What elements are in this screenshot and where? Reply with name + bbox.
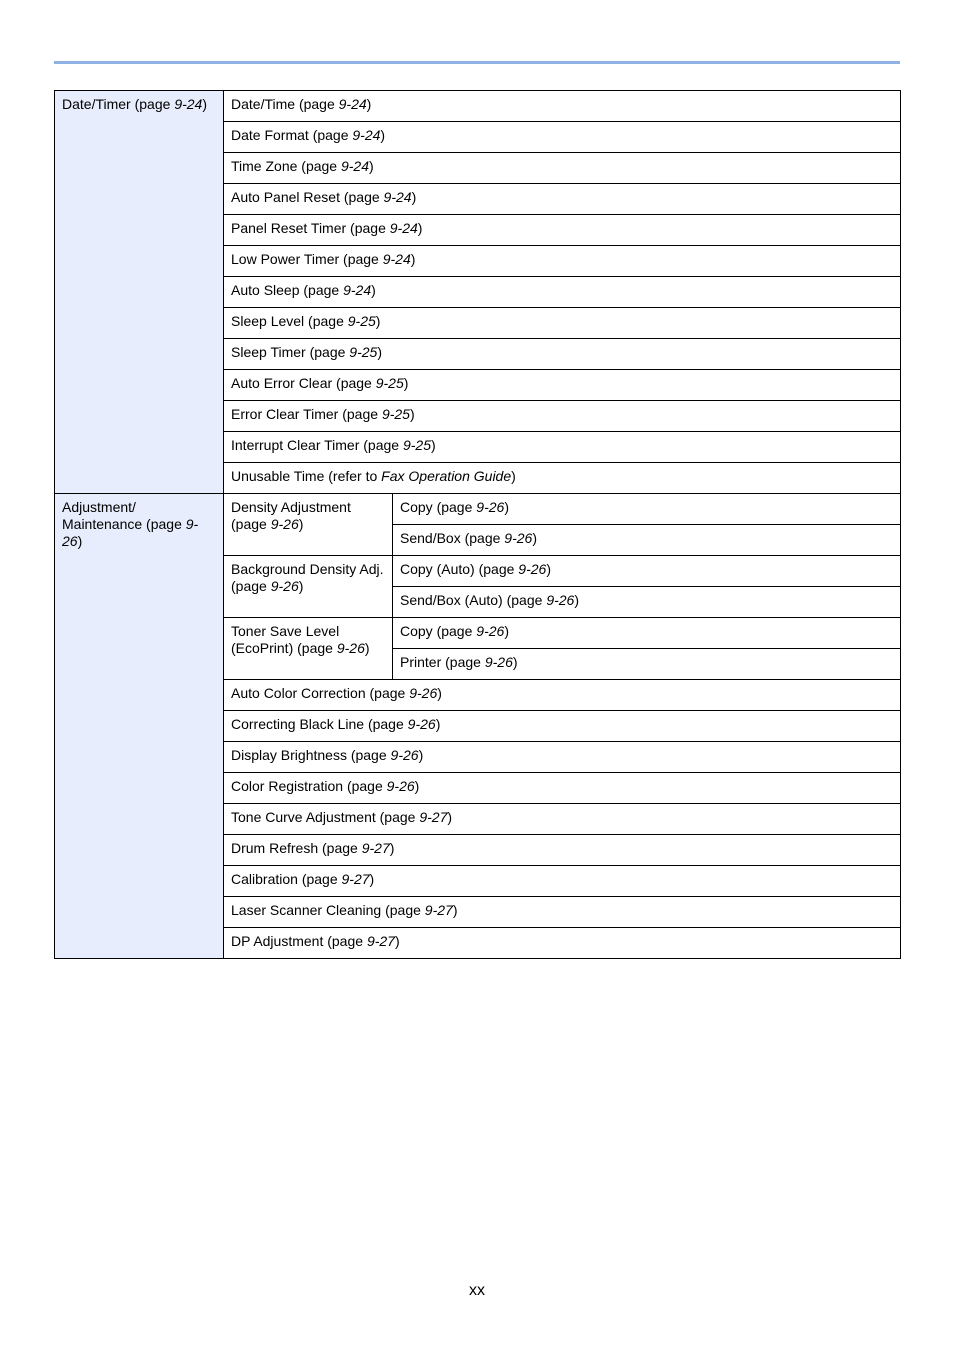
menu-group-density-adjustment: Density Adjustment (page 9-26): [224, 494, 393, 556]
menu-item-sleep-level: Sleep Level (page 9-25): [224, 308, 901, 339]
menu-item-error-clear-timer: Error Clear Timer (page 9-25): [224, 401, 901, 432]
menu-item-time-zone: Time Zone (page 9-24): [224, 153, 901, 184]
menu-subitem-send-box-auto: Send/Box (Auto) (page 9-26): [393, 587, 901, 618]
menu-subitem-copy: Copy (page 9-26): [393, 618, 901, 649]
menu-item-auto-color-correction: Auto Color Correction (page 9-26): [224, 680, 901, 711]
menu-group-background-density: Background Density Adj. (page 9-26): [224, 556, 393, 618]
system-menu-table: [54, 90, 901, 959]
menu-item-correcting-black-line: Correcting Black Line (page 9-26): [224, 711, 901, 742]
table-row: [55, 494, 901, 525]
menu-item-drum-refresh: Drum Refresh (page 9-27): [224, 835, 901, 866]
menu-item-laser-scanner-cleaning: Laser Scanner Cleaning (page 9-27): [224, 897, 901, 928]
menu-subitem-printer: Printer (page 9-26): [393, 649, 901, 680]
menu-item-date-format: Date Format (page 9-24): [224, 122, 901, 153]
menu-group-toner-save-level: Toner Save Level (EcoPrint) (page 9-26): [224, 618, 393, 680]
page-ref: 9-26: [62, 516, 199, 549]
menu-item-tone-curve-adjustment: Tone Curve Adjustment (page 9-27): [224, 804, 901, 835]
menu-subitem-copy-auto: Copy (Auto) (page 9-26): [393, 556, 901, 587]
menu-item-low-power-timer: Low Power Timer (page 9-24): [224, 246, 901, 277]
page-number: xx: [469, 1282, 485, 1299]
menu-item-auto-sleep: Auto Sleep (page 9-24): [224, 277, 901, 308]
menu-item-dp-adjustment: DP Adjustment (page 9-27): [224, 928, 901, 959]
page-ref: 9-24: [174, 96, 203, 112]
header-rule: [54, 61, 900, 64]
menu-item-display-brightness: Display Brightness (page 9-26): [224, 742, 901, 773]
menu-item-color-registration: Color Registration (page 9-26): [224, 773, 901, 804]
category-date-timer: Date/Timer (page 9-24): [55, 91, 224, 494]
menu-item-date-time: Date/Time (page 9-24): [224, 91, 901, 122]
menu-subitem-send-box: Send/Box (page 9-26): [393, 525, 901, 556]
menu-item-sleep-timer: Sleep Timer (page 9-25): [224, 339, 901, 370]
menu-item-panel-reset-timer: Panel Reset Timer (page 9-24): [224, 215, 901, 246]
menu-subitem-copy: Copy (page 9-26): [393, 494, 901, 525]
menu-item-auto-panel-reset: Auto Panel Reset (page 9-24): [224, 184, 901, 215]
table-row: [55, 91, 901, 122]
category-adjustment-maintenance: Adjustment/ Maintenance (page 9-26): [55, 494, 224, 959]
menu-item-auto-error-clear: Auto Error Clear (page 9-25): [224, 370, 901, 401]
menu-item-unusable-time: Unusable Time (refer to Fax Operation Guide): [224, 463, 901, 494]
menu-item-interrupt-clear-timer: Interrupt Clear Timer (page 9-25): [224, 432, 901, 463]
menu-item-calibration: Calibration (page 9-27): [224, 866, 901, 897]
